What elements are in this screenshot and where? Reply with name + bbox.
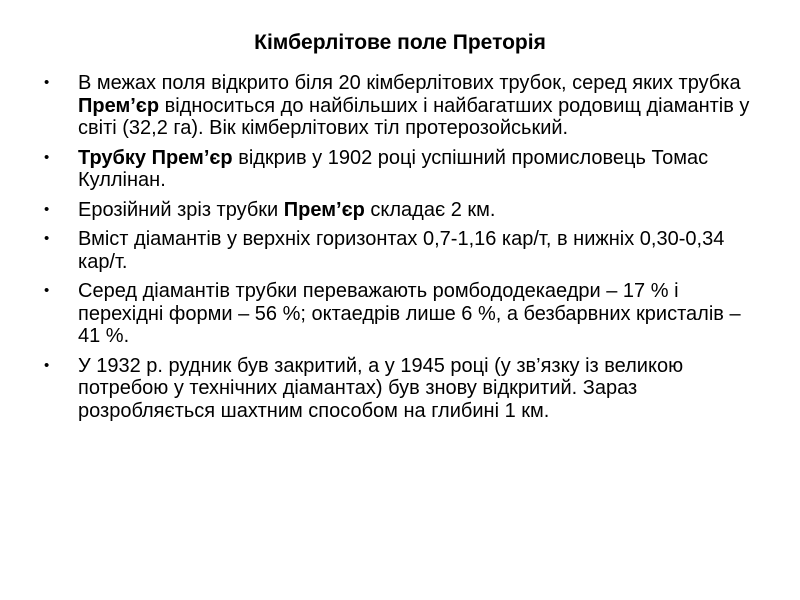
bullet-list xyxy=(42,72,758,429)
bullet-dot-icon: • xyxy=(44,230,50,247)
slide-title: Кімберлітове поле Преторія xyxy=(254,31,546,54)
bullet-text: Ерозійний зріз трубки xyxy=(78,198,284,221)
bullet-dot-icon: • xyxy=(44,148,50,166)
bullet-item xyxy=(42,280,758,348)
bullet-bold-text: Прем’єр xyxy=(78,94,160,117)
bullet-text: У 1932 р. рудник був закритий, а у 1945 році (у зв’язку із великою потребою у технічних діамантах) був знову відкритий. Зараз розробляється шахтним способом на глибині 1 км. xyxy=(78,354,684,422)
bullet-text: складає 2 км. xyxy=(364,198,496,221)
bullet-dot-icon: • xyxy=(44,74,50,91)
bullet-dot-icon: • xyxy=(44,356,50,374)
bullet-text: В межах поля відкрито біля 20 кімберлітових трубок, серед яких трубка xyxy=(78,72,741,94)
bullet-item xyxy=(42,72,758,140)
bullet-dot-icon: • xyxy=(44,200,50,218)
bullet-dot-icon: • xyxy=(44,282,50,299)
bullet-text: Серед діамантів трубки переважають ромбододекаедри – 17 % і перехідні форми – 56 %; октаедрів лише 6 %, а безбарвних кристалів – 41 %. xyxy=(78,280,741,347)
bullet-bold-text: Трубку Прем’єр xyxy=(78,146,233,169)
bullet-item xyxy=(42,228,758,273)
bullet-text: відкрив у 1902 році успішний промисловець Томас Куллінан. xyxy=(78,146,709,191)
bullet-text: Вміст діамантів у верхніх горизонтах 0,7-1,16 кар/т, в нижніх 0,30-0,34 кар/т. xyxy=(78,228,725,273)
bullet-item xyxy=(42,355,758,423)
bullet-text: відноситься до найбільших і найбагатших родовищ діамантів у світі (32,2 га). Вік кімберлітових тіл протерозойський. xyxy=(78,94,750,139)
bullet-bold-text: Прем’єр xyxy=(283,198,365,221)
bullet-item xyxy=(42,199,758,222)
bullet-item xyxy=(42,147,758,192)
